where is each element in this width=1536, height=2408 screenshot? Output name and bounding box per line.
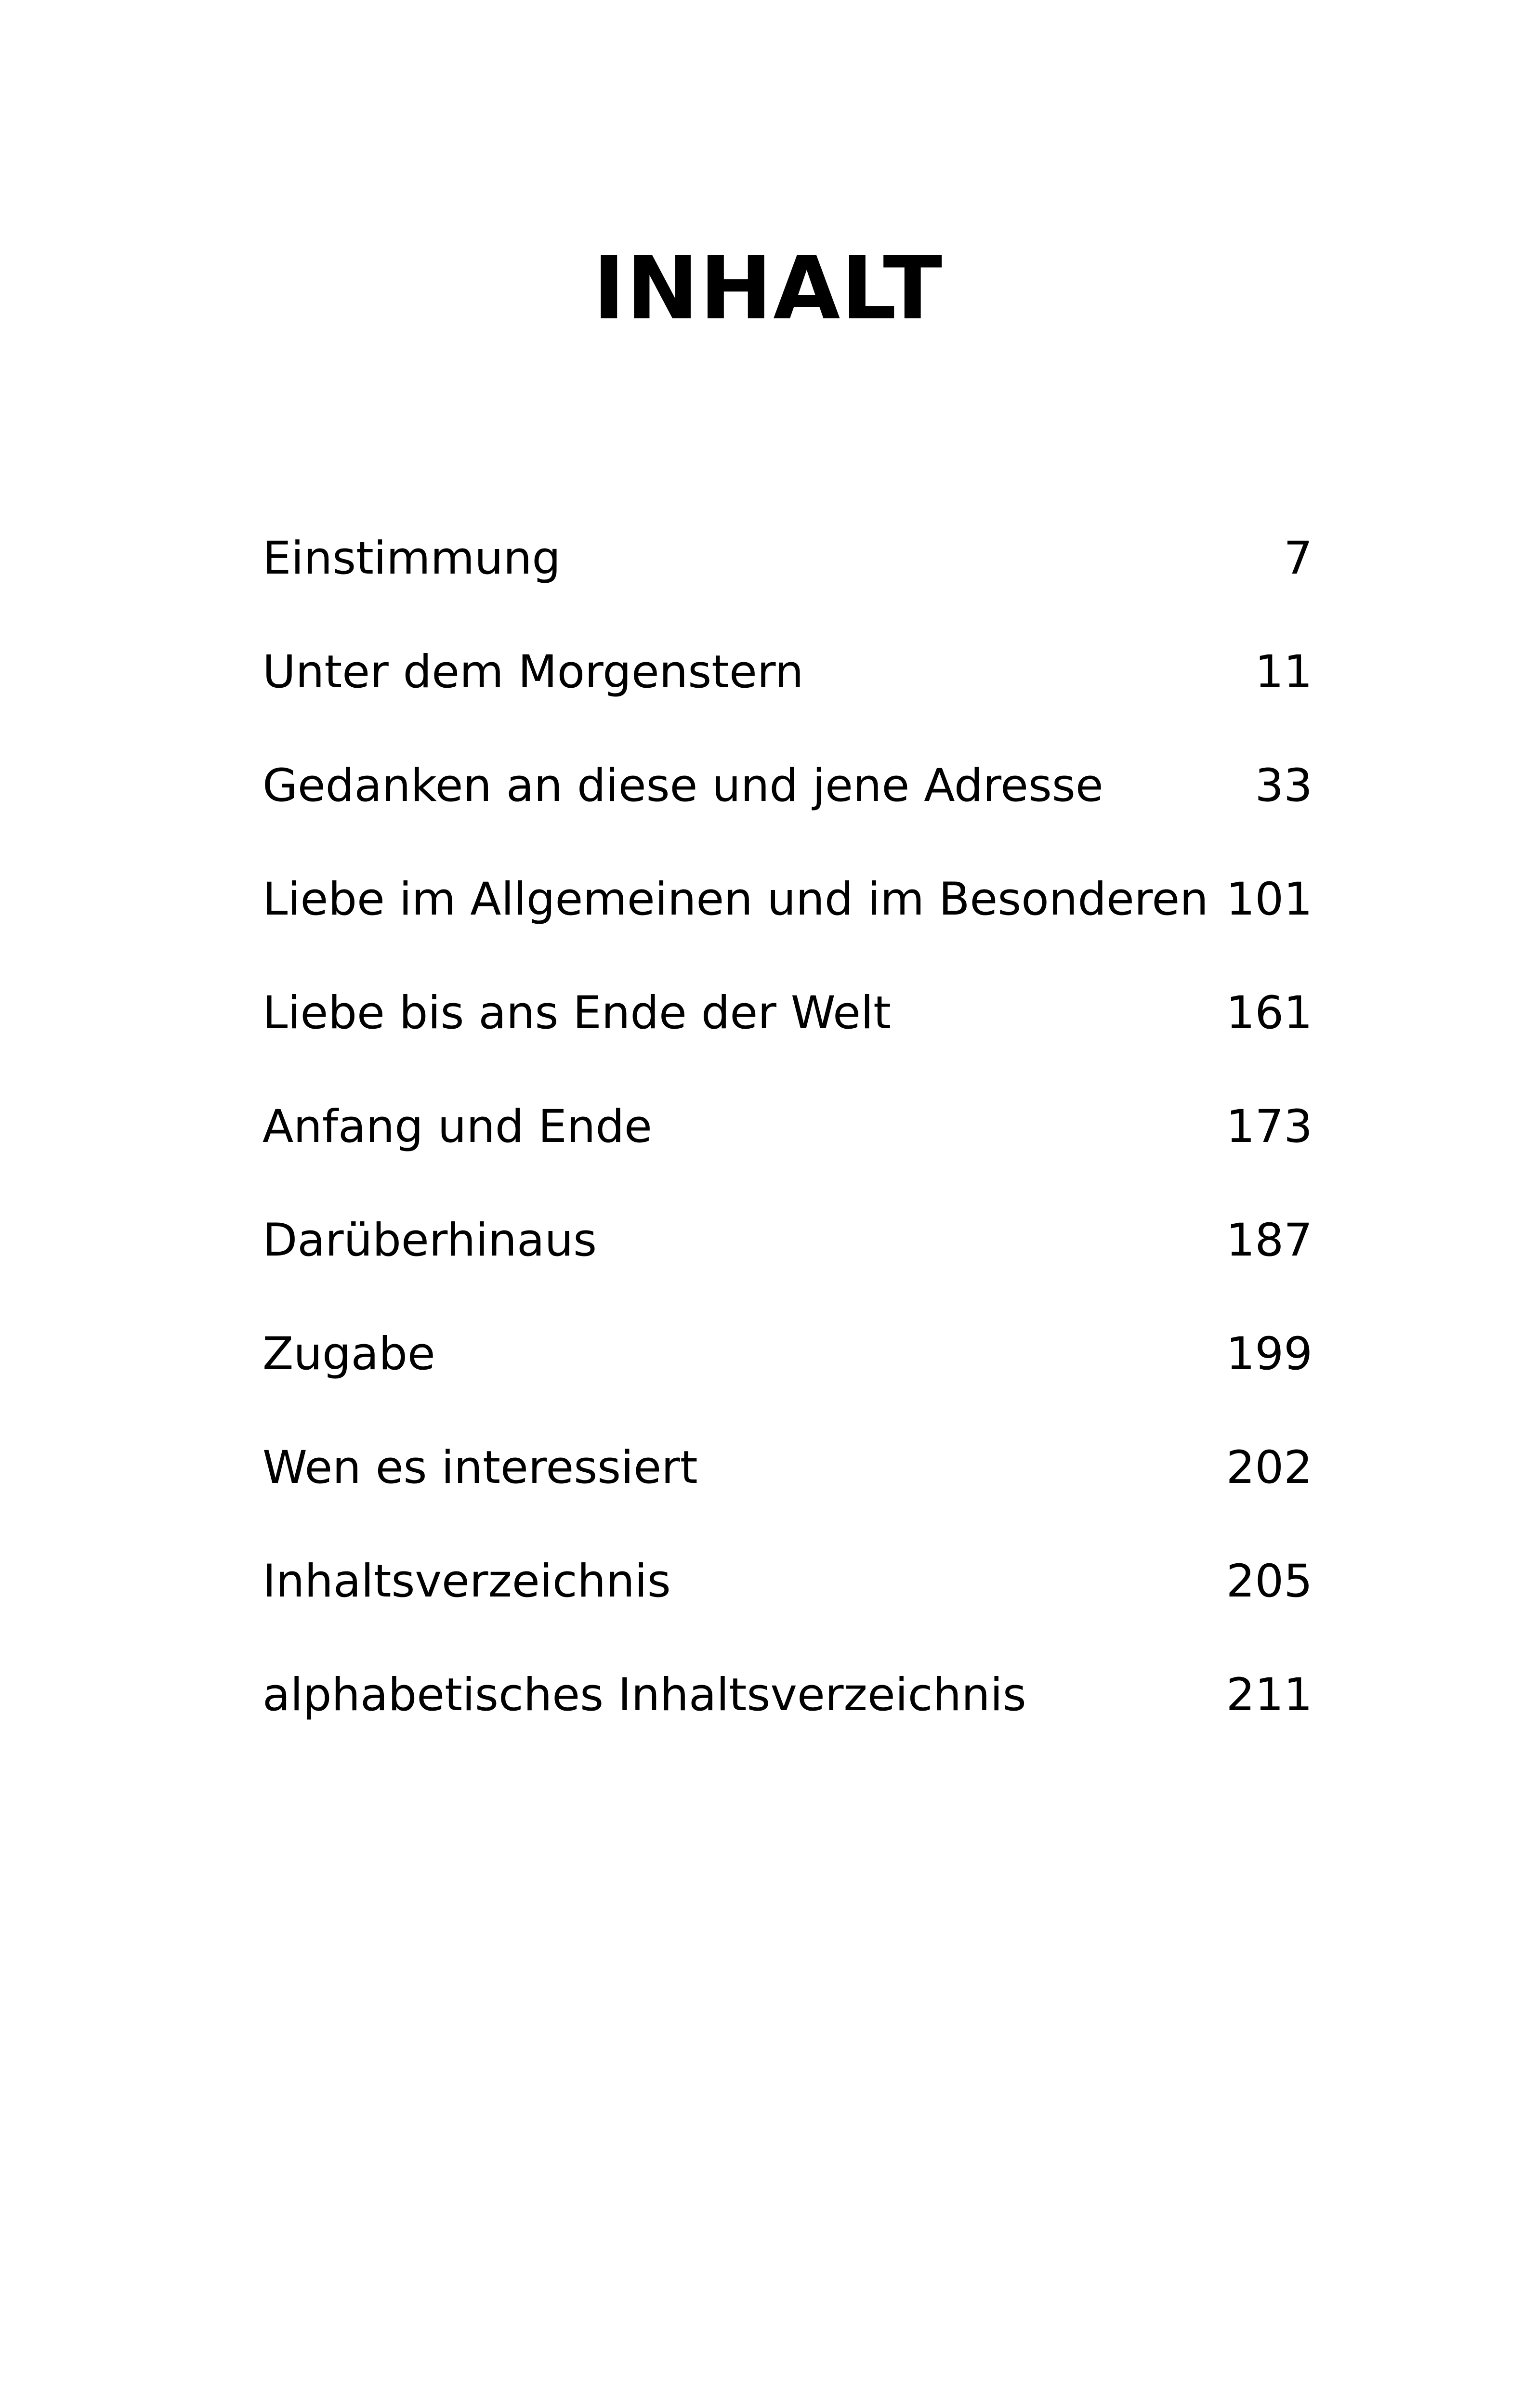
- toc-entry-label: Gedanken an diese und jene Adresse: [263, 759, 1103, 812]
- toc-entry-page: 199: [1226, 1328, 1313, 1380]
- toc-entry-label: Einstimmung: [263, 532, 561, 585]
- toc-entry: [263, 1439, 1313, 1553]
- toc-entry: [263, 1553, 1313, 1666]
- toc-entry: [263, 1325, 1313, 1439]
- toc-entry-label: Zugabe: [263, 1328, 435, 1380]
- toc-entry-page: 11: [1255, 646, 1313, 698]
- toc-entry-page: 187: [1226, 1214, 1313, 1267]
- toc-entry-label: Unter dem Morgenstern: [263, 646, 804, 698]
- toc-entry: [263, 757, 1313, 871]
- page-title: INHALT: [592, 238, 944, 339]
- toc-entry-page: 101: [1226, 873, 1313, 926]
- toc-entry: [263, 530, 1313, 643]
- toc-entry-label: Liebe bis ans Ende der Welt: [263, 987, 891, 1039]
- toc-entry-label: alphabetisches Inhaltsverzeichnis: [263, 1669, 1026, 1721]
- toc-entry-page: 7: [1284, 532, 1313, 585]
- toc-entry-page: 202: [1226, 1441, 1313, 1494]
- toc-entry-label: Inhaltsverzeichnis: [263, 1555, 671, 1608]
- toc-entry: [263, 1212, 1313, 1325]
- toc-entry: [263, 871, 1313, 984]
- toc-entry: [263, 984, 1313, 1098]
- toc-entry-label: Darüberhinaus: [263, 1214, 597, 1267]
- toc-entry: [263, 643, 1313, 757]
- toc-entry-label: Liebe im Allgemeinen und im Besonderen: [263, 873, 1208, 926]
- toc-entry-page: 211: [1226, 1669, 1313, 1721]
- toc-entry-page: 205: [1226, 1555, 1313, 1608]
- toc-entry-page: 33: [1255, 759, 1313, 812]
- toc-entry: [263, 1098, 1313, 1212]
- table-of-contents: [263, 530, 1313, 1780]
- toc-entry-label: Anfang und Ende: [263, 1100, 652, 1153]
- toc-entry-page: 173: [1226, 1100, 1313, 1153]
- toc-entry-label: Wen es interessiert: [263, 1441, 698, 1494]
- toc-entry-page: 161: [1226, 987, 1313, 1039]
- toc-entry: [263, 1666, 1313, 1780]
